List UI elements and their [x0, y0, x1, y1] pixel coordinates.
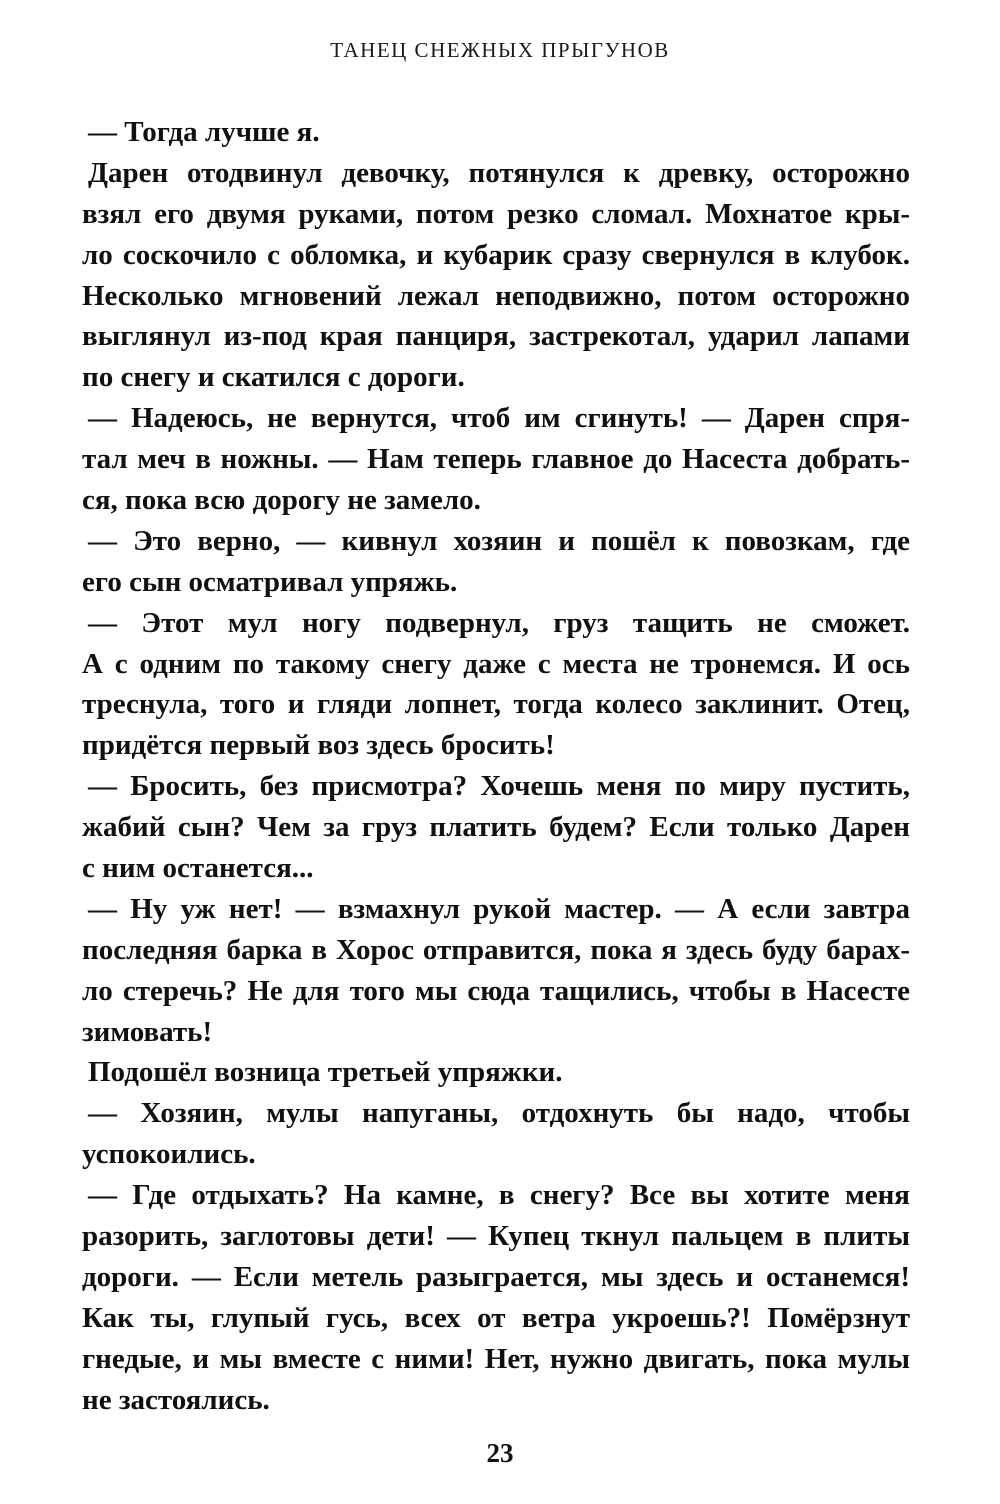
text-line: Дарен отодвинул девочку, потянулся к древку, осторожно [88, 156, 910, 189]
text-line: тал меч в ножны. — Нам теперь главное до Насеста добрать- [82, 443, 910, 476]
text-line: А с одним по такому снегу даже с места не тронемся. И ось [82, 647, 910, 680]
text-line: зимовать! [82, 1015, 213, 1048]
text-line: треснула, того и гляди лопнет, тогда колесо заклинит. Отец, [82, 688, 910, 721]
text-line: гнедые, и мы вместе с ними! Нет, нужно двигать, пока мулы [82, 1342, 910, 1375]
text-line: ло соскочило с обломка, и кубарик сразу свернулся в клубок. [82, 238, 910, 271]
text-line: придётся первый воз здесь бросить! [82, 729, 555, 762]
text-line: дороги. — Если метель разыграется, мы здесь и останемся! [82, 1260, 910, 1293]
text-line: — Этот мул ногу подвернул, груз тащить не сможет. [88, 606, 910, 639]
text-line: по снегу и скатился с дороги. [82, 361, 465, 394]
text-line: выглянул из-под края панциря, застрекотал, ударил лапами [82, 320, 910, 353]
text-line: жабий сын? Чем за груз платить будем? Если только Дарен [82, 811, 910, 844]
text-line: его сын осматривал упряжь. [82, 565, 458, 598]
page-number: 23 [486, 1438, 514, 1468]
text-line: — Бросить, без присмотра? Хочешь меня по миру пустить, [88, 770, 910, 803]
text-line: разорить, заглотовы дети! — Купец ткнул пальцем в плиты [82, 1220, 910, 1253]
text-line: ло стеречь? Не для того мы сюда тащились, чтобы в Насесте [82, 974, 910, 1007]
text-line: успокоились. [82, 1138, 256, 1171]
body-text [82, 112, 910, 1421]
text-line: — Ну уж нет! — взмахнул рукой мастер. — А если завтра [88, 892, 910, 925]
text-line: — Это верно, — кивнул хозяин и пошёл к повозкам, где [88, 524, 910, 557]
text-line: — Хозяин, мулы напуганы, отдохнуть бы надо, чтобы [88, 1097, 910, 1130]
text-line: взял его двумя руками, потом резко сломал. Мохнатое кры- [82, 197, 910, 230]
text-line: ся, пока всю дорогу не замело. [82, 484, 481, 517]
text-line: — Надеюсь, не вернутся, чтоб им сгинуть! — Дарен спря- [88, 402, 910, 435]
text-line: — Где отдыхать? На камне, в снегу? Все вы хотите меня [88, 1179, 910, 1212]
text-line: — Тогда лучше я. [88, 116, 320, 148]
text-line: не застоялись. [82, 1383, 270, 1416]
text-line: Как ты, глупый гусь, всех от ветра укроешь?! Помёрзнут [82, 1301, 910, 1334]
text-line: Несколько мгновений лежал неподвижно, потом осторожно [82, 279, 910, 312]
text-line: последняя барка в Хорос отправится, пока я здесь буду барах- [82, 933, 910, 966]
text-line: Подошёл возница третьей упряжки. [88, 1056, 563, 1089]
text-line: с ним останется... [82, 852, 314, 885]
running-head: ТАНЕЦ СНЕЖНЫХ ПРЫГУНОВ [330, 38, 670, 62]
